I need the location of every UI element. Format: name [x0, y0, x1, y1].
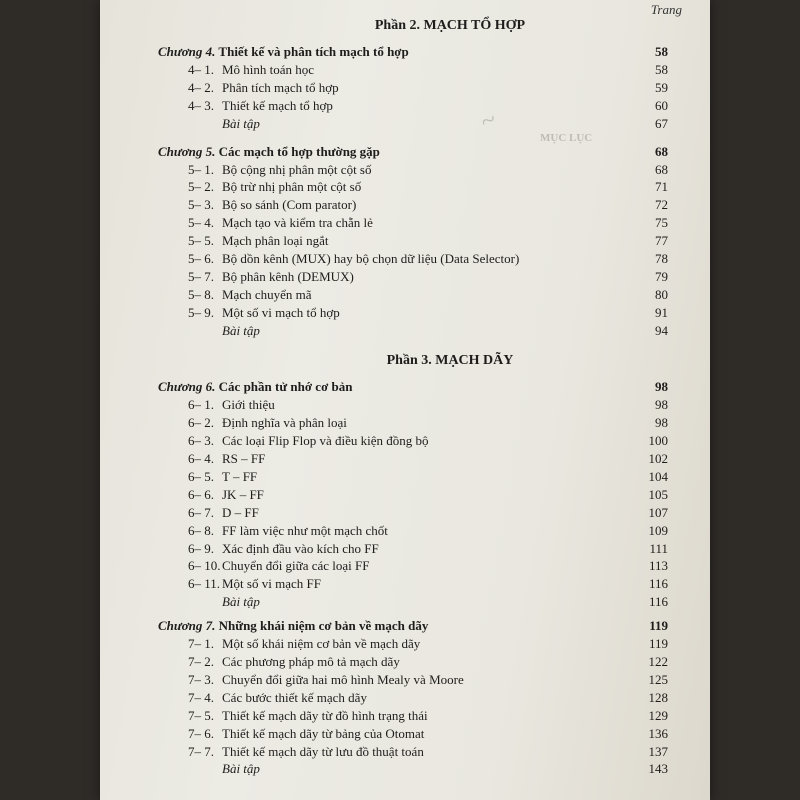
entry-title: Phân tích mạch tổ hợp	[222, 79, 339, 95]
entry-page: 75	[655, 215, 668, 231]
entry-page: 111	[649, 540, 668, 556]
toc-entry	[100, 232, 710, 250]
toc-entry	[100, 214, 710, 232]
toc-entry	[100, 304, 710, 322]
entry-number: 7– 3.	[188, 671, 214, 687]
entry-number: 6– 7.	[188, 504, 214, 520]
entry-page: 129	[648, 707, 668, 723]
show-through-stamp: ~	[476, 104, 500, 137]
entry-number: 7– 6.	[188, 725, 214, 741]
entry-number: 5– 6.	[188, 251, 214, 267]
toc-entry	[100, 414, 710, 432]
toc-entry	[100, 522, 710, 540]
entry-page: 68	[655, 161, 668, 177]
entry-title: Bài tập	[222, 761, 260, 777]
chapter-7-heading	[100, 617, 710, 635]
chapter-page: 98	[655, 379, 668, 395]
entry-title: Mô hình toán học	[222, 62, 315, 77]
toc-entry	[100, 396, 710, 414]
entry-page: 119	[648, 636, 668, 652]
entry-title: Thiết kế mạch dãy từ bảng của Otomat	[222, 725, 425, 741]
entry-page: 102	[648, 451, 668, 467]
entry-title: Các phương pháp mô tả mạch dãy	[222, 654, 400, 670]
entry-title: Chuyển đổi giữa hai mô hình Mealy và Moore	[222, 671, 464, 687]
entry-number: 5– 8.	[188, 286, 214, 302]
entry-page: 104	[648, 469, 668, 485]
chapter-title: Chương 5. Các mạch tổ hợp thường gặp	[158, 143, 380, 159]
show-through-heading: MỤC LỤC	[540, 132, 593, 144]
entry-title: Bộ dồn kênh (MUX) hay bộ chọn dữ liệu (Data Selector)	[222, 251, 520, 267]
chapter-page: 68	[655, 143, 668, 159]
toc-entry	[100, 97, 710, 115]
entry-number: 7– 4.	[188, 689, 214, 705]
entry-page: 72	[655, 197, 668, 213]
entry-number: 6– 8.	[188, 522, 214, 538]
chapter-7-entries	[100, 635, 710, 778]
toc-entry	[100, 61, 710, 79]
entry-title: Bộ phân kênh (DEMUX)	[222, 268, 354, 284]
entry-title: Chuyển đổi giữa các loại FF	[222, 558, 370, 574]
toc-entry	[100, 557, 710, 575]
entry-page: 79	[655, 268, 668, 284]
entry-number: 4– 3.	[188, 97, 214, 113]
toc-entry	[100, 504, 710, 522]
toc-exercise-entry	[100, 760, 710, 778]
entry-page: 60	[655, 97, 668, 113]
entry-title: Các loại Flip Flop và điều kiện đồng bộ	[222, 433, 429, 449]
entry-title: Thiết kế mạch dãy từ đồ hình trạng thái	[222, 707, 428, 723]
entry-page: 137	[648, 743, 668, 759]
entry-number: 6– 10.	[188, 558, 221, 574]
toc-entry	[100, 671, 710, 689]
entry-number: 5– 5.	[188, 233, 214, 249]
entry-number: 6– 4.	[188, 451, 214, 467]
entry-page: 105	[648, 486, 668, 502]
toc-entry	[100, 486, 710, 504]
entry-page: 116	[648, 576, 668, 592]
entry-page: 128	[648, 689, 668, 705]
toc-entry	[100, 689, 710, 707]
chapter-page: 119	[649, 618, 668, 634]
chapter-title: Chương 6. Các phần tử nhớ cơ bản	[158, 379, 353, 395]
entry-number: 6– 6.	[188, 486, 214, 502]
toc-entry	[100, 161, 710, 179]
entry-page: 116	[648, 594, 668, 610]
entry-page: 77	[655, 233, 668, 249]
chapter-title: Chương 7. Những khái niệm cơ bản về mạch dãy	[158, 618, 429, 634]
part-3-title: Phần 3. MẠCH DÃY	[386, 353, 514, 369]
table-of-contents	[100, 14, 710, 778]
entry-page: 122	[648, 654, 668, 670]
entry-number: 6– 5.	[188, 469, 214, 485]
entry-number: 5– 4.	[188, 215, 214, 231]
entry-title: D – FF	[222, 504, 259, 520]
entry-number: 5– 1.	[188, 161, 214, 177]
toc-entry	[100, 450, 710, 468]
entry-number: 4– 2.	[188, 79, 214, 95]
entry-page: 58	[655, 62, 668, 77]
entry-page: 98	[655, 397, 668, 413]
chapter-6-entries	[100, 396, 710, 611]
entry-title: Một số vi mạch tổ hợp	[222, 304, 340, 320]
chapter-page: 58	[655, 44, 668, 59]
entry-title: Giới thiệu	[222, 397, 275, 413]
toc-exercise-entry	[100, 115, 710, 133]
entry-title: Một số vi mạch FF	[222, 576, 321, 592]
entry-number: 5– 7.	[188, 268, 214, 284]
entry-number: 4– 1.	[188, 62, 214, 77]
entry-title: Mạch phân loại ngắt	[222, 233, 329, 249]
entry-title: Các bước thiết kế mạch dãy	[222, 689, 367, 705]
entry-title: Xác định đầu vào kích cho FF	[222, 540, 379, 556]
toc-exercise-entry	[100, 322, 710, 340]
entry-number: 6– 11.	[188, 576, 221, 592]
entry-page: 143	[648, 761, 668, 777]
entry-title: Một số khái niệm cơ bản về mạch dãy	[222, 636, 421, 652]
toc-entry	[100, 268, 710, 286]
entry-title: Định nghĩa và phân loại	[222, 415, 347, 431]
entry-page: 80	[655, 286, 668, 302]
entry-page: 94	[655, 322, 668, 338]
entry-title: FF làm việc như một mạch chốt	[222, 522, 388, 538]
toc-entry	[100, 653, 710, 671]
chapter-4-heading	[100, 43, 710, 61]
toc-entry	[100, 196, 710, 214]
chapter-6-heading	[100, 378, 710, 396]
entry-title: Bộ cộng nhị phân một cột số	[222, 161, 372, 177]
entry-title: Mạch tạo và kiểm tra chẵn lẻ	[222, 215, 373, 231]
entry-number: 5– 9.	[188, 304, 214, 320]
chapter-5-heading	[100, 143, 710, 161]
entry-title: Bài tập	[222, 322, 260, 338]
entry-title: Bộ so sánh (Com parator)	[222, 197, 357, 213]
toc-entry	[100, 725, 710, 743]
entry-title: RS – FF	[222, 451, 266, 467]
toc-entry	[100, 540, 710, 558]
entry-number: 5– 2.	[188, 179, 214, 195]
entry-page: 59	[655, 79, 668, 95]
entry-page: 78	[655, 251, 668, 267]
entry-page: 125	[648, 671, 668, 687]
chapter-4-entries	[100, 61, 710, 133]
entry-page: 100	[648, 433, 668, 449]
entry-page: 107	[648, 504, 668, 520]
entry-number: 6– 2.	[188, 415, 214, 431]
page-column-header: Trang	[650, 2, 682, 17]
entry-number: 7– 5.	[188, 707, 214, 723]
entry-title: Bộ trừ nhị phân một cột số	[222, 179, 362, 195]
entry-page: 67	[655, 115, 668, 131]
toc-entry	[100, 468, 710, 486]
entry-page: 71	[655, 179, 668, 195]
entry-title: JK – FF	[222, 486, 264, 502]
entry-title: Thiết kế mạch tổ hợp	[222, 97, 333, 113]
entry-number: 6– 1.	[188, 397, 214, 413]
toc-entry	[100, 743, 710, 761]
entry-title: Thiết kế mạch dãy từ lưu đồ thuật toán	[222, 743, 424, 759]
entry-title: Bài tập	[222, 594, 260, 610]
toc-entry	[100, 286, 710, 304]
entry-title: Mạch chuyển mã	[222, 286, 312, 302]
toc-exercise-entry	[100, 593, 710, 611]
entry-number: 5– 3.	[188, 197, 214, 213]
book-page	[100, 0, 710, 800]
entry-page: 113	[648, 558, 668, 574]
entry-number: 7– 7.	[188, 743, 214, 759]
entry-page: 91	[655, 304, 668, 320]
entry-number: 6– 9.	[188, 540, 214, 556]
toc-entry	[100, 250, 710, 268]
entry-number: 7– 1.	[188, 636, 214, 652]
toc-entry	[100, 575, 710, 593]
entry-page: 109	[648, 522, 668, 538]
entry-page: 136	[648, 725, 668, 741]
entry-title: T – FF	[222, 469, 258, 485]
part-2-title: Phần 2. MẠCH TỔ HỢP	[374, 18, 526, 33]
toc-entry	[100, 79, 710, 97]
entry-number: 7– 2.	[188, 654, 214, 670]
entry-title: Bài tập	[222, 115, 260, 131]
entry-page: 98	[655, 415, 668, 431]
chapter-title: Chương 4. Thiết kế và phân tích mạch tổ hợp	[158, 44, 409, 59]
toc-entry	[100, 178, 710, 196]
toc-entry	[100, 635, 710, 653]
chapter-5-entries	[100, 161, 710, 340]
entry-number: 6– 3.	[188, 433, 214, 449]
toc-entry	[100, 432, 710, 450]
toc-entry	[100, 707, 710, 725]
